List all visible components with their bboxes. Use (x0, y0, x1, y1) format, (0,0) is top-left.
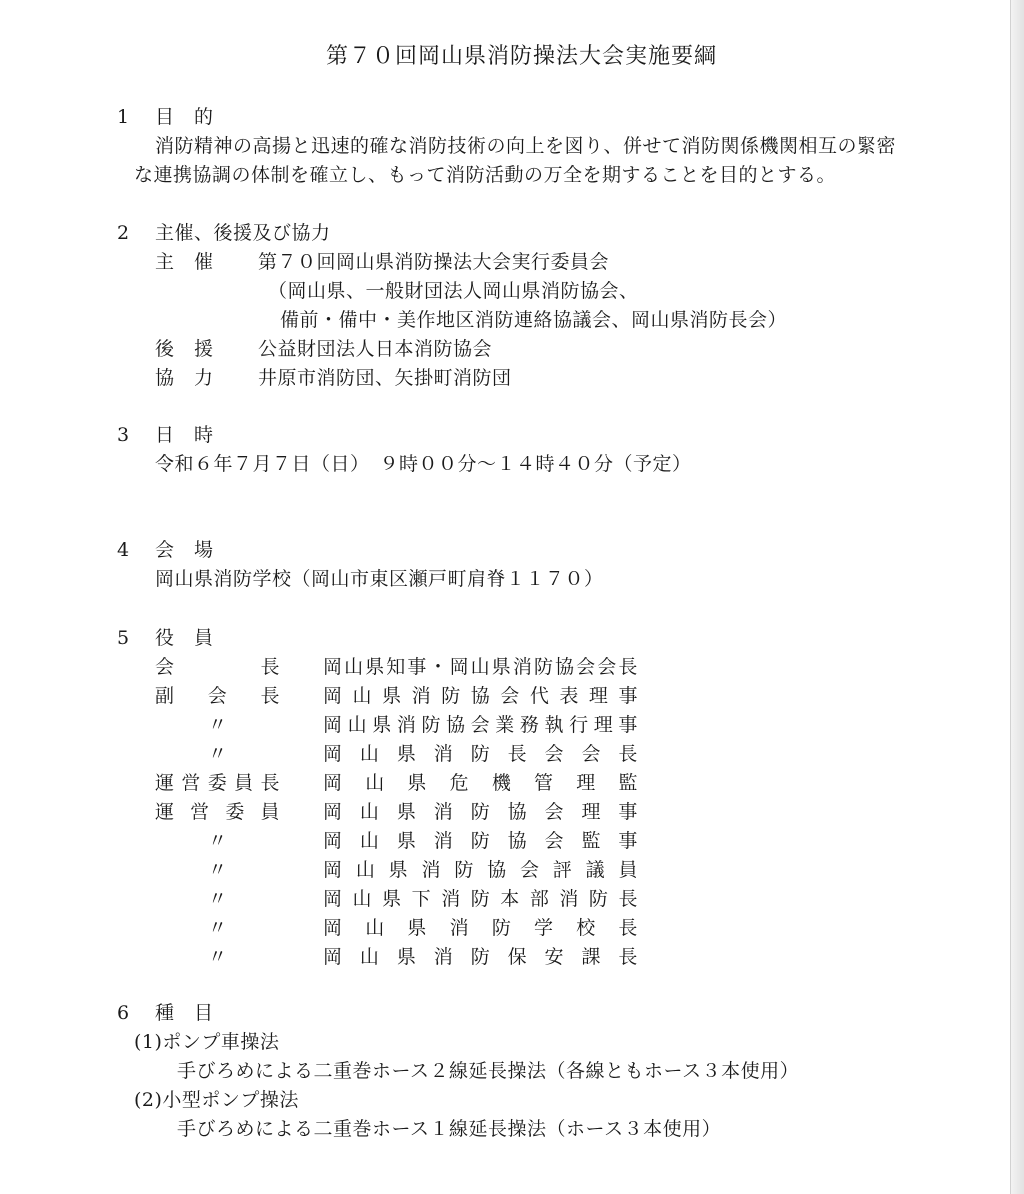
officer-person: 岡 山 県 危 機 管 理 監 (323, 772, 638, 794)
officer-person: 岡 山 県 消 防 協 会 理 事 (323, 801, 638, 823)
officer-role: 〃 (208, 830, 228, 852)
officer-role: 〃 (208, 714, 228, 736)
date-time-value: 令和６年７月７日（日） ９時００分～１４時４０分（予定） (155, 453, 692, 475)
section-1-heading: 目 的 (155, 106, 214, 128)
event-item-2-body: 手びろめによる二重巻ホース１線延長操法（ホース３本使用） (177, 1118, 722, 1140)
officer-role: 〃 (208, 946, 228, 968)
document-title: 第７０回岡山県消防操法大会実施要綱 (326, 44, 718, 69)
cooperation-label: 協 力 (155, 367, 214, 389)
host-note-line-2: 備前・備中・美作地区消防連絡協議会、岡山県消防長会） (280, 309, 788, 331)
officer-person: 岡 山 県 消 防 長 会 会 長 (323, 743, 638, 765)
event-item-1: (1)ポンプ車操法 (134, 1031, 280, 1053)
officer-person: 岡 山 県 知 事 ・ 岡 山 県 消 防 協 会 会 長 (323, 656, 638, 678)
section-2-number: 2 (117, 222, 130, 244)
host-note-line-1: （岡山県、一般財団法人岡山県消防協会、 (268, 280, 639, 302)
venue-value: 岡山県消防学校（岡山市東区瀬戸町肩脊１１７０） (155, 568, 604, 590)
section-3-heading: 日 時 (155, 424, 214, 446)
section-6-heading: 種 目 (155, 1002, 214, 1024)
section-4-number: 4 (117, 539, 130, 561)
section-1-body-line-2: な連携協調の体制を確立し、もって消防活動の万全を期することを目的とする。 (134, 164, 837, 186)
page-edge-shadow (1010, 0, 1024, 1194)
officer-role: 副 会 長 (155, 685, 280, 707)
officer-person: 岡 山 県 下 消 防 本 部 消 防 長 (323, 888, 638, 910)
officer-role: 運 営 委 員 (155, 801, 280, 823)
section-4-heading: 会 場 (155, 539, 214, 561)
section-5-number: 5 (117, 627, 130, 649)
section-5-heading: 役 員 (155, 627, 214, 649)
support-label: 後 援 (155, 338, 214, 360)
support-value: 公益財団法人日本消防協会 (258, 338, 493, 360)
officer-role: 〃 (208, 917, 228, 939)
host-value: 第７０回岡山県消防操法大会実行委員会 (258, 251, 610, 273)
cooperation-value: 井原市消防団、矢掛町消防団 (258, 367, 512, 389)
officer-role: 〃 (208, 743, 228, 765)
event-item-1-body: 手びろめによる二重巻ホース２線延長操法（各線ともホース３本使用） (177, 1060, 800, 1082)
section-2-heading: 主催、後援及び協力 (155, 222, 331, 244)
officer-person: 岡 山 県 消 防 協 会 評 議 員 (323, 859, 638, 881)
officer-person: 岡 山 県 消 防 協 会 業 務 執 行 理 事 (323, 714, 638, 736)
event-item-2: (2)小型ポンプ操法 (134, 1089, 299, 1111)
officer-role: 〃 (208, 888, 228, 910)
host-label: 主 催 (155, 251, 214, 273)
officer-role: 会 長 (155, 656, 280, 678)
section-3-number: 3 (117, 424, 130, 446)
officer-person: 岡 山 県 消 防 学 校 長 (323, 917, 638, 939)
section-1-body-line-1: 消防精神の高揚と迅速的確な消防技術の向上を図り、併せて消防関係機関相互の緊密 (155, 135, 897, 157)
officer-role: 運 営 委 員 長 (155, 772, 280, 794)
officer-person: 岡 山 県 消 防 協 会 監 事 (323, 830, 638, 852)
section-6-number: 6 (117, 1002, 130, 1024)
page-edge-line (1010, 0, 1011, 1194)
officer-person: 岡 山 県 消 防 協 会 代 表 理 事 (323, 685, 638, 707)
section-1-number: 1 (117, 106, 130, 128)
officer-role: 〃 (208, 859, 228, 881)
officer-person: 岡 山 県 消 防 保 安 課 長 (323, 946, 638, 968)
